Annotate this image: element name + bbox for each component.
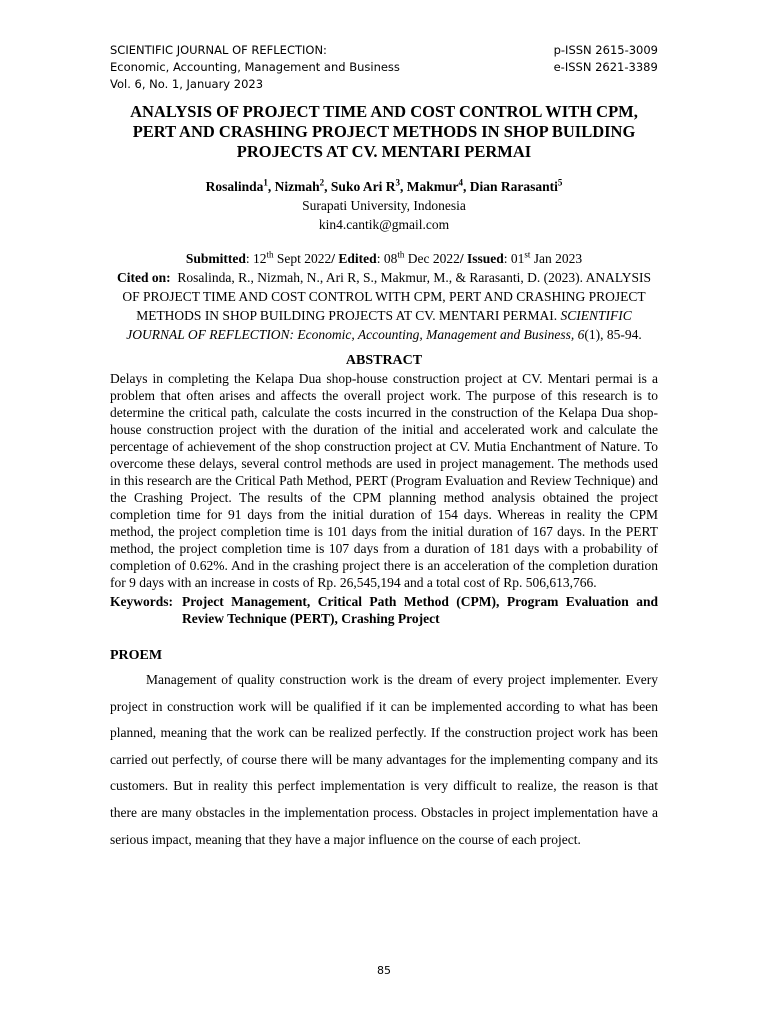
author-separator: , <box>324 179 331 194</box>
paper-title: ANALYSIS OF PROJECT TIME AND COST CONTROL WITH CPM, PERT AND CRASHING PROJECT METHODS IN SHOP BUILDING PROJECTS AT CV. MENTARI PERMAI <box>130 102 638 161</box>
publication-dates: Submitted: 12th Sept 2022/ Edited: 08th Dec 2022/ Issued: 01st Jan 2023 <box>185 249 583 266</box>
affiliation: Surapati University, Indonesia <box>302 198 466 213</box>
author: Suko Ari R <box>330 179 396 194</box>
submitted-date: Sept 2022 <box>273 251 332 266</box>
author-separator: , <box>399 179 407 194</box>
p-issn: p-ISSN 2615-3009 <box>553 43 658 57</box>
author: Makmur <box>406 179 459 194</box>
author-affil-mark: 5 <box>557 177 563 188</box>
abstract-text: Delays in completing the Kelapa Dua shop-house construction project at CV. Mentari permai is a problem that often arises and affects the overall project work. The purpose of this research is to determine the critical path, calculate the costs incurred in the construction of the Kelapa Dua shop-house construction project with the duration of the initial and accelerated work and calculate the percentage of achievement of the shop construction project at CV. Mutia Enchantment of Nature. To overcome these delays, several control methods are used in project management. The methods used in this research are the Critical Path Method, PERT (Program Evaluation and Review Technique) and the Crashing Project. The results of the CPM planning method analysis obtained the project completion time for 91 days from the initial duration of 154 days. Whereas in reality the CPM method, the project completion time is 101 days from the initial duration of 167 days. In the PERT method, the project completion time is 107 days from a duration of 181 days with a probability of completion of 0.62%. And in the crashing project there is an acceleration of the completion duration for 9 days with an increase in costs of Rp. 26,545,194 and a total cost of Rp. 506,613,766. <box>110 371 658 590</box>
journal-header <box>110 42 658 93</box>
journal-subtitle: Economic, Accounting, Management and Business <box>110 60 400 74</box>
keywords-label: Keywords: <box>110 594 173 609</box>
proem-paragraph: Management of quality construction work is the dream of every project implementer. Every project in construction work will be qualified if it can be implemented according to what has been planned, meaning that the work can be realized perfectly. If the construction project work has been carried out perfectly, of course there will be many advantages for the implementing company and its customers. But in reality this perfect implementation is very difficult to realize, the reason is that there are many obstacles in the implementation process. Obstacles in project implementation have a serious impact, meaning that they have a major influence on the course of each project. <box>110 672 658 847</box>
edited-suffix: th <box>397 249 405 260</box>
submitted-label: Submitted <box>185 251 246 266</box>
author-separator: , <box>462 179 470 194</box>
author-separator: , <box>267 179 275 194</box>
author-list <box>110 177 658 196</box>
submitted-suffix: th <box>266 249 274 260</box>
citation-text: Rosalinda, R., Nizmah, N., Ari R, S., Makmur, M., & Rarasanti, D. (2023). ANALYSIS OF PROJECT TIME AND COST CONTROL WITH CPM, PERT AND CRASHING PROJECT METHODS IN SHOP BUILDING PROJECTS AT CV. MENTARI PERMAI. <box>122 270 651 323</box>
citation-journal: SCIENTIFIC JOURNAL OF REFLECTION: Economic, Accounting, Management and Business, 6 <box>126 308 632 342</box>
journal-volume: Vol. 6, No. 1, January 2023 <box>110 77 264 91</box>
submitted-day: 12 <box>253 251 267 266</box>
issn-info <box>554 42 658 76</box>
author-block <box>110 177 658 234</box>
citation-block <box>110 249 658 344</box>
journal-name: SCIENTIFIC JOURNAL OF REFLECTION: <box>110 43 327 57</box>
citation: Cited on: Rosalinda, R., Nizmah, N., Ari R, S., Makmur, M., & Rarasanti, D. (2023). ANALYSIS OF PROJECT TIME AND COST CONTROL WITH CPM, PERT AND CRASHING PROJECT METHODS IN SHOP BUILDING PROJECTS AT CV. MENTARI PERMAI. SCIENTIFIC JOURNAL OF REFLECTION: Economic, Accounting, Management and Business, 6(1), 85-94. <box>117 270 651 342</box>
edited-label: Edited <box>338 251 377 266</box>
author: Rosalinda <box>205 179 264 194</box>
citation-issue-pages: (1), 85-94. <box>584 327 642 342</box>
issued-label: Issued <box>466 251 504 266</box>
e-issn: e-ISSN 2621-3389 <box>553 60 658 74</box>
issued-date: Jan 2023 <box>530 251 583 266</box>
section-heading-proem: PROEM <box>110 648 163 663</box>
author-affil-mark: 1 <box>263 177 268 188</box>
author: Dian Rarasanti <box>469 179 558 194</box>
paper-body <box>110 102 658 853</box>
author-affil-mark: 2 <box>319 177 325 188</box>
issued-day: 01 <box>510 251 525 266</box>
author-affil-mark: 3 <box>395 177 400 188</box>
author-email: kin4.cantik@gmail.com <box>318 217 450 232</box>
page-number: 85 <box>377 964 391 977</box>
keywords-list: Project Management, Critical Path Method (CPM), Program Evaluation and Review Technique (PERT), Crashing Project <box>182 594 658 626</box>
keywords <box>110 593 658 627</box>
author: Nizmah <box>274 179 320 194</box>
author-affil-mark: 4 <box>458 177 463 188</box>
journal-info <box>110 42 400 93</box>
edited-date: Dec 2022 <box>404 251 460 266</box>
edited-day: 08 <box>383 251 398 266</box>
cited-on-label: Cited on <box>117 270 167 285</box>
abstract-heading: ABSTRACT <box>345 353 423 368</box>
issued-suffix: st <box>524 249 531 260</box>
